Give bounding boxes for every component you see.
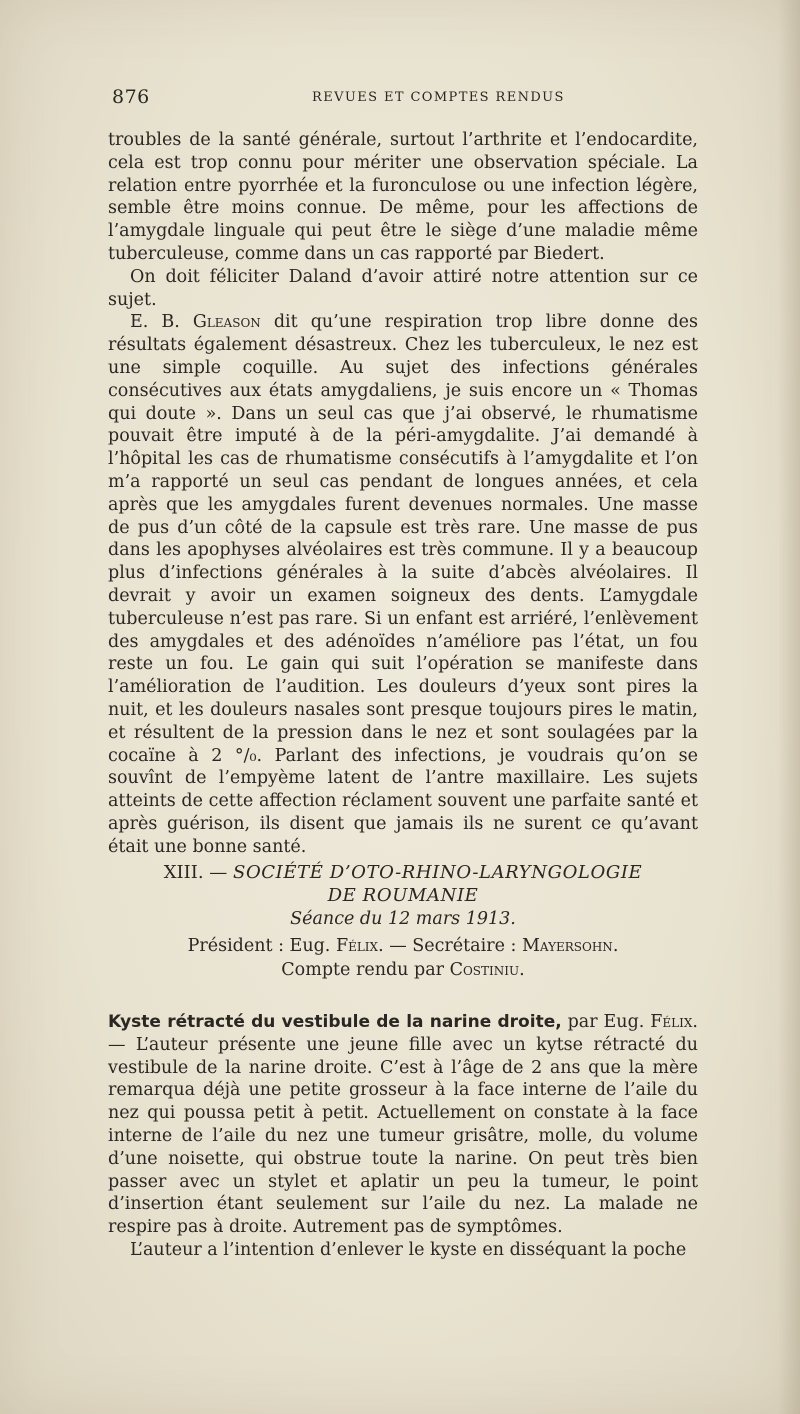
officers-line [108, 934, 698, 958]
article-author-name: Félix [650, 1012, 693, 1032]
secretary-end: . [612, 936, 619, 956]
paragraph-3-text: dit qu’une respiration trop libre donne des résultats également désastreux. Chez les tuberculeux, le nez est une simple coquille. Au sujet des infections générales consécutives aux états amygdaliens, je suis encore un « Thomas qui doute ». Dans un seul cas que j’ai observé, le rhumatisme pouvait être imputé à de la péri-amygdalite. J’ai demandé à l’hôpital les cas de rhumatisme consécutifs à l’amygdalite et l’on m’a rapporté un seul cas pendant de longues années, et cela après que les amygdales furent devenues normales. Une masse de pus d’un côté de la capsule est très rare. Une masse de pus dans les apophyses alvéolaires est très commune. Il y a beaucoup plus d’infections générales à la suite d’abcès alvéolaires. Il devrait y avoir un examen soigneux des dents. L’amygdale tuberculeuse n’est pas rare. Si un enfant est arriéré, l’enlèvement des amygdales et des adénoïdes n’améliore pas l’état, un fou reste un fou. Le gain qui suit l’opération se manifeste dans l’amélioration de l’audition. Les douleurs d’yeux sont pires la nuit, et les douleurs nasales sont presque toujours pires le matin, et résultent de la pression dans le nez et sont soulagées par la cocaïne à 2 °/₀. Parlant des infections, je voudrais qu’on se souvînt de l’empyème latent de l’antre maxillaire. Les sujets atteints de cette affection réclament souvent une parfaite santé et après guérison, ils disent que jamais ils ne surent ce qu’avant était une bonne santé. [108, 312, 698, 857]
gleason-prefix: E. B. [130, 312, 193, 333]
author-gleason: Gleason [192, 312, 261, 333]
article-text [108, 1011, 698, 1262]
article-body: . — L’auteur présente une jeune fille avec un kytse rétracté du vestibule de la narine droite. C’est à l’âge de 2 ans que la mère remarqua déjà une petite grosseur à la face interne de l’aile du nez qui poussa petit à petit. Actuellement on constate à la face interne de l’aile du nez une tumeur grisâtre, molle, du volume d’une noisette, qui obstrue toute la narine. On peut très bien passer avec un stylet et aplatir un peu la tumeur, le point d’insertion étant seulement sur l’aile du nez. La malade ne respire pas à droite. Autrement pas de symptômes. [108, 1012, 698, 1238]
article-paragraph-1 [108, 1011, 698, 1239]
section-title [108, 861, 698, 884]
page-header [112, 86, 692, 112]
page-edge-shadow [778, 0, 800, 1414]
report-end: . [519, 960, 525, 980]
secretary-label: . — Secrétaire : [378, 936, 522, 956]
president-name: Félix [335, 936, 379, 956]
report-name: Costiniu [449, 960, 520, 980]
president-label: Président : Eug. [187, 936, 336, 956]
paragraph-2: On doit féliciter Daland d’avoir attiré notre attention sur ce sujet. [108, 266, 698, 310]
section-xiii [108, 861, 698, 982]
article-author-prefix: par Eug. [561, 1012, 651, 1032]
page-number: 876 [112, 86, 150, 108]
paragraph-3 [108, 311, 698, 858]
body-text [108, 129, 698, 859]
paragraph-1: troubles de la santé générale, surtout l’arthrite et l’endocardite, cela est trop connu pour mériter une observation spéciale. La relation entre pyorrhée et la furonculose ou une infection légère, semble être moins connue. De même, pour les affections de l’amygdale linguale qui peut être le siège d’une maladie même tuberculeuse, comme dans un cas rapporté par Biedert. [108, 130, 698, 264]
section-title-line1: SOCIÉTÉ D’OTO-RHINO-LARYNGOLOGIE [233, 862, 643, 883]
section-title-line2-wrap [108, 884, 698, 907]
section-title-line2: DE ROUMANIE [327, 885, 479, 906]
report-line [108, 958, 698, 982]
session-date: Séance du 12 mars 1913. [290, 909, 516, 929]
section-number: XIII. — [163, 862, 234, 883]
article-paragraph-2: L’auteur a l’intention d’enlever le kyste en disséquant la poche [130, 1239, 687, 1260]
running-head: REVUES ET COMPTES RENDUS [312, 90, 565, 105]
report-label: Compte rendu par [281, 960, 450, 980]
secretary-name: Mayersohn [521, 936, 613, 956]
article-title: Kyste rétracté du vestibule de la narine droite, [108, 1012, 562, 1032]
